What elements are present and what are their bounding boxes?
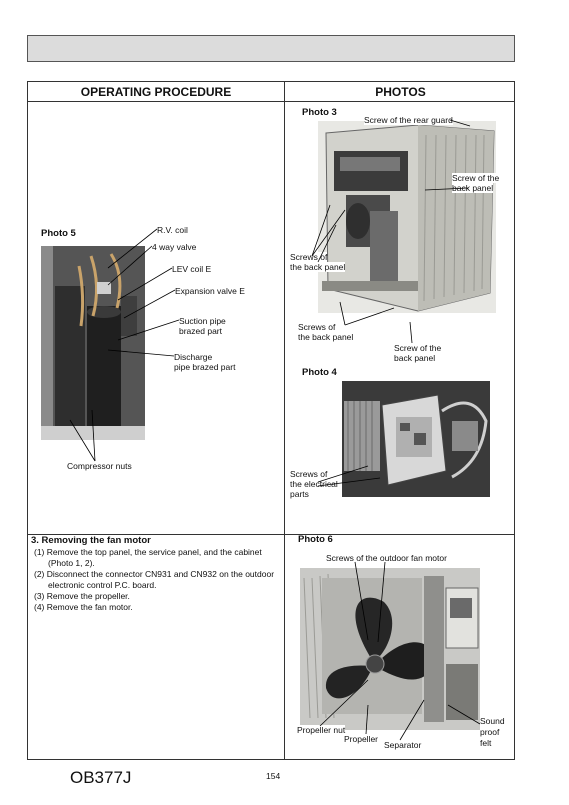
photo4-label-elec-2: the electrical bbox=[290, 479, 338, 489]
photo5-label-suction-1: Suction pipe bbox=[179, 316, 226, 326]
photo3-label-rear-guard: Screw of the rear guard bbox=[364, 115, 453, 125]
photo3-label-back-panel-l-2: the back panel bbox=[290, 262, 346, 272]
photo6-label-sound-1: Sound bbox=[480, 716, 505, 726]
header-bar bbox=[27, 35, 515, 62]
photo4-image bbox=[342, 381, 490, 497]
photo3-label-back-panel-tr-1: Screw of the bbox=[452, 173, 500, 183]
photo6-label-sound-3: felt bbox=[480, 738, 492, 748]
header-divider bbox=[28, 101, 514, 102]
photo5-label-discharge-2: pipe brazed part bbox=[174, 362, 236, 372]
photo3-label-back-panel-l-1: Screws of bbox=[290, 252, 328, 262]
page-number: 154 bbox=[266, 771, 281, 781]
photo3-label-back-panel-b-1: Screws of bbox=[298, 322, 336, 332]
photo3-title: Photo 3 bbox=[302, 107, 337, 118]
compressor-illustration bbox=[41, 246, 145, 440]
photo5-title: Photo 5 bbox=[41, 228, 76, 239]
procedure-step-1: (1) Remove the top panel, the service panel, and the cabinet (Photo 1, 2). bbox=[34, 547, 262, 568]
photo6-image bbox=[300, 568, 480, 730]
photo4-label-elec-1: Screws of bbox=[290, 469, 328, 479]
photo3-label-back-panel-tr-2: back panel bbox=[452, 183, 494, 193]
photo5-label-expansion-valve: Expansion valve E bbox=[175, 286, 245, 296]
photo5-image bbox=[41, 246, 145, 440]
electrical-parts-illustration bbox=[342, 381, 490, 497]
photo5-label-suction-2: brazed part bbox=[179, 326, 222, 336]
photo3-label-back-panel-br-2: back panel bbox=[394, 353, 436, 363]
operating-procedure-title: OPERATING PROCEDURE bbox=[80, 85, 232, 99]
photo4-label-elec-3: parts bbox=[290, 489, 309, 499]
photo5-label-four-way-valve: 4 way valve bbox=[152, 242, 197, 252]
photos-title: PHOTOS bbox=[375, 85, 426, 99]
procedure-step-4: (4) Remove the fan motor. bbox=[34, 602, 133, 612]
photo6-label-fan-motor-screws: Screws of the outdoor fan motor bbox=[326, 553, 447, 563]
procedure-step-2: (2) Disconnect the connector CN931 and CN932 on the outdoor electronic control P.C. board. bbox=[34, 569, 275, 590]
photo5-label-lev-coil: LEV coil E bbox=[172, 264, 212, 274]
procedure-steps bbox=[31, 535, 281, 613]
photo4-title: Photo 4 bbox=[302, 367, 337, 378]
photo3-label-back-panel-br-1: Screw of the bbox=[394, 343, 442, 353]
photo5-label-compressor-nuts: Compressor nuts bbox=[67, 461, 132, 471]
photo5-label-rv-coil: R.V. coil bbox=[157, 225, 188, 235]
column-divider bbox=[284, 82, 285, 759]
fan-motor-illustration bbox=[300, 568, 480, 730]
photo3-image bbox=[318, 121, 496, 313]
photo3-label-back-panel-b-2: the back panel bbox=[298, 332, 354, 342]
document-code: OB377J bbox=[70, 768, 132, 787]
photo6-title: Photo 6 bbox=[298, 534, 333, 545]
photo6-label-sound-2: proof bbox=[480, 727, 500, 737]
photo6-label-propeller-nut: Propeller nut bbox=[297, 725, 346, 735]
photo6-label-separator: Separator bbox=[384, 740, 422, 750]
procedure-step-3: (3) Remove the propeller. bbox=[34, 591, 130, 601]
procedure-heading: 3. Removing the fan motor bbox=[31, 535, 151, 546]
photo5-label-discharge-1: Discharge bbox=[174, 352, 213, 362]
outdoor-unit-back-illustration bbox=[318, 121, 496, 313]
photo6-label-propeller: Propeller bbox=[344, 734, 379, 744]
